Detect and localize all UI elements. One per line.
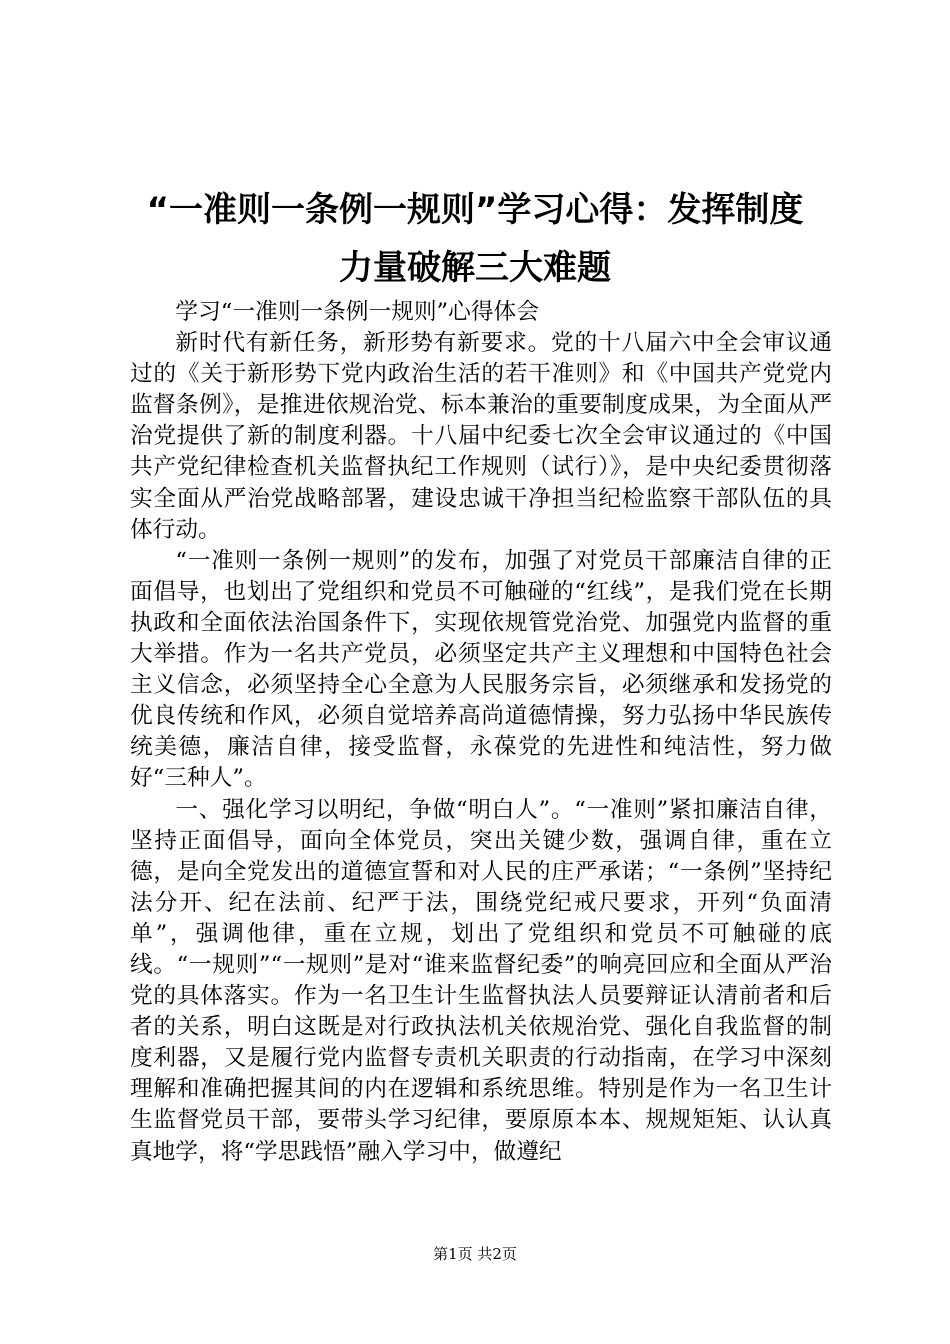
document-title-line1: “一准则一条例一规则”学习心得：发挥制度	[146, 190, 804, 230]
document-body	[130, 297, 832, 1168]
subtitle-paragraph: 学习“一准则一条例一规则”心得体会	[175, 299, 539, 325]
page-number-footer: 第1页 共2页	[433, 1245, 517, 1263]
body-paragraph: 新时代有新任务，新形势有新要求。党的十八届六中全会审议通过的《关于新形势下党内政治生活的若干准则》和《中国共产党党内监督条例》，是推进依规治党、标本兼治的重要制度成果，为全面从严治党提供了新的制度利器。十八届中纪委七次全会审议通过的《中国共产党纪律检查机关监督执纪工作规则（试行）》，是中央纪委贯彻落实全面从严治党战略部署，建设忠诚干净担当纪检监察干部队伍的具体行动。	[130, 330, 832, 543]
body-paragraph: 一、强化学习以明纪，争做“明白人”。“一准则”紧扣廉洁自律，坚持正面倡导，面向全体党员，突出关键少数，强调自律，重在立德，是向全党发出的道德宣誓和对人民的庄严承诺；“一条例”坚持纪法分开、纪在法前、纪严于法，围绕党纪戒尺要求，开列“负面清单”，强调他律，重在立规，划出了党组织和党员不可触碰的底线。“一规则”“一规则”是对“谁来监督纪委”的响亮回应和全面从严治党的具体落实。作为一名卫生计生监督执法人员要辩证认清前者和后者的关系，明白这既是对行政执法机关依规治党、强化自我监督的制度利器，又是履行党内监督专责机关职责的行动指南，在学习中深刻理解和准确把握其间的内在逻辑和系统思维。特别是作为一名卫生计生监督党员干部，要带头学习纪律，要原原本本、规规矩矩、认认真真地学，将“学思践悟”融入学习中，做遵纪	[130, 796, 832, 1165]
body-paragraph: “一准则一条例一规则”的发布，加强了对党员干部廉洁自律的正面倡导，也划出了党组织和党员不可触碰的“红线”，是我们党在长期执政和全面依法治国条件下，实现依规管党治党、加强党内监督的重大举措。作为一名共产党员，必须坚定共产主义理想和中国特色社会主义信念，必须坚持全心全意为人民服务宗旨，必须继承和发扬党的优良传统和作风，必须自觉培养高尚道德情操，努力弘扬中华民族传统美德，廉洁自律，接受监督，永葆党的先进性和纯洁性，努力做好“三种人”。	[130, 547, 832, 792]
document-title-line2: 力量破解三大难题	[339, 248, 611, 288]
